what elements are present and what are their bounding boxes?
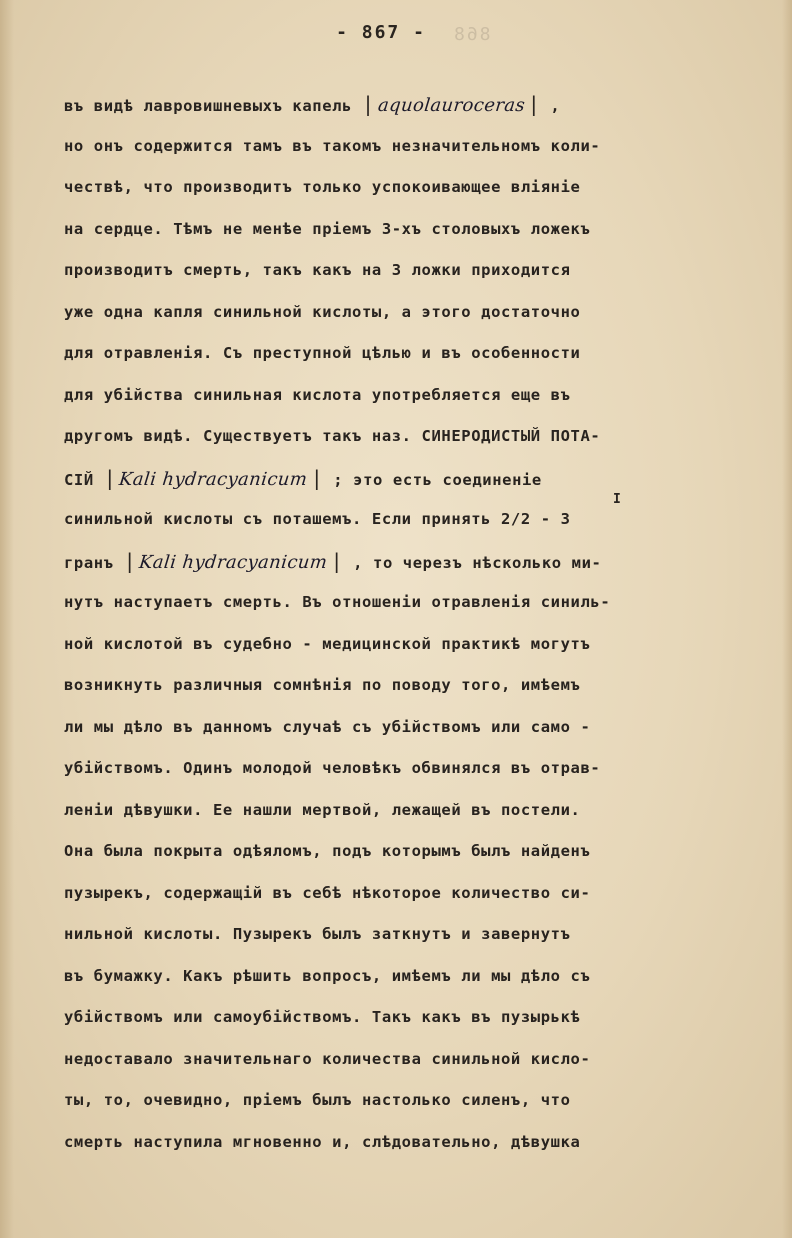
typed-text: убійствомъ или самоубійствомъ. Такъ какъ въ пузырькѣ	[64, 1008, 581, 1026]
typed-text: ли мы дѣло въ данномъ случаѣ съ убійствомъ или само -	[64, 717, 591, 736]
typed-text: гранъ	[64, 553, 124, 572]
handwritten-latin-term: Kali hydracyanicum	[118, 468, 309, 490]
text-line	[64, 1122, 764, 1164]
page-number: - 867 -	[336, 22, 426, 43]
text-line	[64, 790, 764, 832]
handwritten-latin-term: Kali hydracyanicum	[138, 551, 329, 573]
text-line	[64, 997, 764, 1039]
text-line	[64, 492, 764, 541]
page-edge-right	[782, 0, 792, 1238]
typed-text: СІЙ	[64, 470, 104, 489]
text-line	[64, 914, 764, 956]
typed-text: смерть наступила мгновенно и, слѣдовательно, дѣвушка	[64, 1132, 581, 1151]
bracket-bar: |	[361, 92, 375, 116]
text-line	[64, 1039, 764, 1081]
typed-text: пузырекъ, содержащій въ себѣ нѣкоторое количество си-	[64, 883, 591, 902]
typed-text: производитъ смерть, такъ какъ на 3 ложки приходится	[64, 261, 571, 279]
text-line	[64, 541, 764, 583]
typed-text: , то черезъ нѣсколько ми-	[343, 553, 602, 572]
typed-text: ,	[540, 97, 561, 115]
typed-text: возникнуть различныя сомнѣнія по поводу того, имѣемъ	[64, 676, 581, 694]
typed-text: леніи дѣвушки. Ее нашли мертвой, лежащей въ постели.	[64, 800, 581, 819]
typed-text: синильной кислоты съ поташемъ. Если принять 2/2 - 3	[64, 510, 571, 528]
typed-text: ; это есть соединеніе	[323, 470, 542, 489]
bleed-through-page-number: 868	[452, 24, 491, 45]
typed-text: на сердце. Тѣмъ не менѣе пріемъ 3-хъ столовыхъ ложекъ	[64, 219, 591, 238]
bracket-bar: |	[330, 548, 344, 573]
typed-text: ты, то, очевидно, пріемъ былъ настолько силенъ, что	[64, 1091, 571, 1109]
typed-text: недоставало значительнаго количества синильной кисло-	[64, 1049, 591, 1068]
text-line	[64, 873, 764, 915]
text-line	[64, 292, 764, 334]
typed-text: нутъ наступаетъ смерть. Въ отношеніи отравленія синиль-	[64, 593, 611, 611]
text-line	[64, 582, 764, 624]
text-line	[64, 250, 764, 292]
text-line	[64, 707, 764, 749]
typed-text: въ бумажку. Какъ рѣшить вопросъ, имѣемъ ли мы дѣло съ	[64, 966, 591, 985]
typed-text: ной кислотой въ судебно - медицинской практикѣ могутъ	[64, 634, 591, 653]
typed-text: въ видѣ лавровишневыхъ капель	[64, 97, 362, 115]
text-line	[64, 831, 764, 873]
text-line	[64, 1080, 764, 1122]
bracket-bar: |	[123, 548, 137, 573]
bracket-bar: |	[527, 92, 541, 116]
typed-text: уже одна капля синильной кислоты, а этого достаточно	[64, 302, 581, 321]
fraction-numerator: I	[613, 492, 622, 507]
text-line	[64, 624, 764, 666]
bracket-bar: |	[103, 465, 117, 490]
text-line	[64, 748, 764, 790]
typed-text: чествѣ, что производитъ только успокоивающее вліяніе	[64, 178, 581, 196]
text-line	[64, 126, 764, 168]
typed-text: убійствомъ. Одинъ молодой человѣкъ обвинялся въ отрав-	[64, 759, 601, 777]
handwritten-latin-term: aquolauroceras	[376, 95, 526, 116]
page-edge-left	[0, 0, 14, 1238]
text-line	[64, 956, 764, 998]
text-line	[64, 416, 764, 458]
typed-text: для убійства синильная кислота употребляется еще въ	[64, 385, 571, 404]
text-line	[64, 333, 764, 375]
text-line	[64, 458, 764, 500]
text-line	[64, 665, 764, 707]
text-line	[64, 84, 764, 126]
text-line	[64, 209, 764, 251]
body-text	[64, 84, 764, 1163]
typed-text: Она была покрыта одѣяломъ, подъ которымъ былъ найденъ	[64, 842, 591, 860]
text-line	[64, 375, 764, 417]
typed-text: другомъ видѣ. Существуетъ такъ наз. СИНЕРОДИСТЫЙ ПОТА-	[64, 427, 601, 445]
typed-text: нильной кислоты. Пузырекъ былъ заткнутъ и завернутъ	[64, 925, 571, 943]
typed-text: для отравленія. Съ преступной цѣлью и въ особенности	[64, 344, 581, 362]
bracket-bar: |	[310, 465, 324, 490]
text-line	[64, 167, 764, 209]
typed-text: но онъ содержится тамъ въ такомъ незначительномъ коли-	[64, 136, 601, 155]
